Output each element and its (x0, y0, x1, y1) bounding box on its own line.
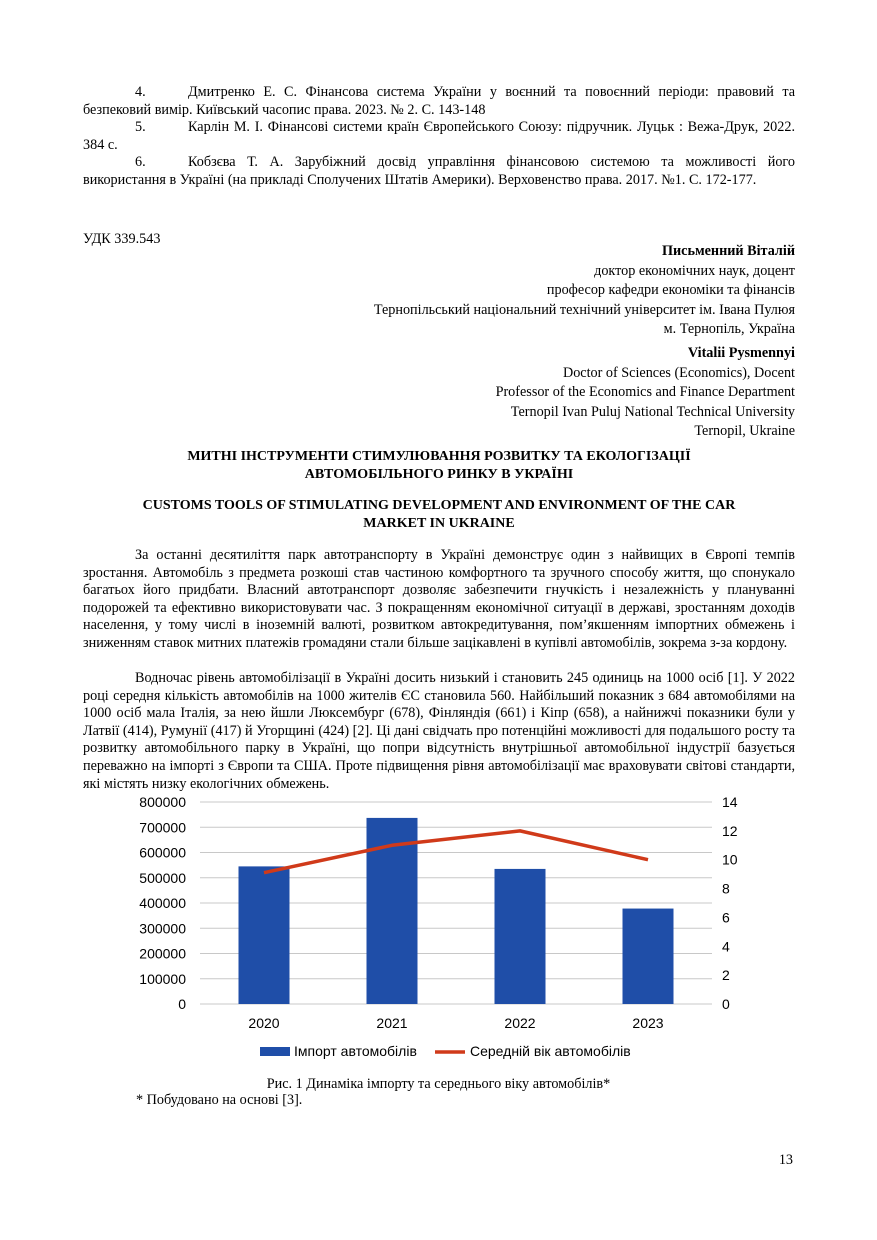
body-paragraph: За останні десятиліття парк автотранспорту в Україні демонструє один з найвищих в Європі темпів зростання. Автомобіль з предмета розкоші став частиною комфортного та зручного способу життя, що спонукало багатьох його придбати. Власний автотранспорт дозволяє забезпечити гнучкість і незалежність у плануванні подорожей та ефективно використовувати час. З покращенням економічної ситуації в державі, зростанням доходів населення, у тому числі в іноземній валюті, розвитком автокредитування, пом’якшенням імпортних обмежень і зниженням ставок митних платежів громадяни стали більше зацікавлені в купівлі автомобілів, зокрема з-за кордону. (83, 547, 795, 651)
article-title-ua: МИТНІ ІНСТРУМЕНТИ СТИМУЛЮВАННЯ РОЗВИТКУ ТА ЕКОЛОГІЗАЦІЇ АВТОМОБІЛЬНОГО РИНКУ В УКРАЇНІ (187, 449, 691, 482)
right-tick-label: 12 (722, 822, 738, 839)
legend-swatch-import (260, 1047, 290, 1056)
author-block-en (496, 344, 795, 442)
figure-source-note: * Побудовано на основі [3]. (136, 1092, 303, 1108)
author-name-ua: Письменний Віталій (661, 243, 795, 259)
left-tick-label: 500000 (139, 869, 186, 886)
left-tick-label: 0 (178, 996, 186, 1012)
category-label: 2022 (504, 1015, 536, 1031)
reference-text: Карлін М. І. Фінансові системи країн Європейського Союзу: підручник. Луцьк : Вежа-Друк, 2022. 384 с. (83, 119, 795, 153)
reference-item: 6. Кобзєва Т. А. Зарубіжний досвід управління фінансовою системою та можливості його використання в Україні (на прикладі Сполучених Штатів Америки). Верховенство права. 2017. №1. С. 172-177. (83, 154, 795, 188)
right-tick-label: 6 (722, 909, 730, 926)
import-age-chart (120, 790, 760, 1070)
category-label: 2021 (376, 1015, 408, 1031)
right-tick-label: 4 (722, 938, 730, 955)
body-paragraph: Водночас рівень автомобілізації в Україні досить низький і становить 245 одиниць на 1000 осіб [1]. У 2022 році середня кількість автомобілів на 1000 жителів ЄС становила 560. Найбільший показник з 684 автомобілями на 1000 осіб мала Італія, за нею йшли Люксембург (678), Фінляндія (661) і Кіпр (658), а найнижчі показники були у Латвії (414), Румунії (417) й Угорщині (424) [2]. Ці дані свідчать про потенційні можливості для подальшого росту та розвитку автомобільного парку в Україні, що попри відсутність внутрішньої автомобільної індустрії базується переважно на імпорті з Європи та США. Проте підвищення рівня автомобілізації має враховувати світові стандарти, які містять низку екологічних обмежень. (83, 670, 795, 792)
legend-label-age: Середній вік автомобілів (470, 1043, 631, 1059)
author-line: Тернопільський національний технічний університет ім. Івана Пулюя (373, 301, 795, 318)
article-title-en: CUSTOMS TOOLS OF STIMULATING DEVELOPMENT AND ENVIRONMENT OF THE CAR MARKET IN UKRAINE (142, 498, 736, 531)
author-line: професор кафедри економіки та фінансів (546, 282, 795, 298)
left-tick-label: 700000 (139, 819, 186, 836)
author-name-en: Vitalii Pysmennyi (687, 345, 795, 361)
bar-import-2023 (623, 909, 674, 1004)
left-tick-label: 200000 (139, 945, 186, 962)
bar-import-2022 (495, 869, 546, 1004)
author-line: доктор економічних наук, доцент (594, 262, 795, 279)
line-average-age (264, 831, 648, 873)
author-line: Doctor of Sciences (Economics), Docent (562, 364, 795, 381)
legend-label-import: Імпорт автомобілів (294, 1043, 417, 1059)
left-tick-label: 400000 (139, 895, 186, 911)
right-tick-label: 2 (722, 967, 730, 984)
left-tick-label: 300000 (139, 920, 186, 937)
category-label: 2020 (248, 1015, 280, 1031)
page-number: 13 (778, 1152, 793, 1168)
left-tick-label: 600000 (139, 844, 186, 861)
author-line: м. Тернопіль, Україна (663, 321, 795, 337)
right-tick-label: 0 (722, 996, 730, 1012)
category-label: 2023 (632, 1015, 664, 1031)
bar-import-2020 (239, 866, 290, 1004)
right-tick-label: 10 (722, 851, 738, 868)
reference-item: 5. Карлін М. І. Фінансові системи країн Європейського Союзу: підручник. Луцьк : Вежа-Друк, 2022. 384 с. (83, 119, 795, 153)
right-tick-label: 14 (722, 794, 738, 810)
author-block-ua (374, 242, 795, 340)
left-tick-label: 100000 (139, 970, 186, 987)
author-line: Ternopil Ivan Puluj National Technical University (510, 403, 795, 420)
reference-item: 4. Дмитренко Е. С. Фінансова система України у воєнний та повоєнний періоди: правовий та безпековий вимір. Київський часопис права. 2023. № 2. С. 143-148 (83, 84, 795, 118)
reference-text: Дмитренко Е. С. Фінансова система України у воєнний та повоєнний періоди: правовий та безпековий вимір. Київський часопис права. 2023. № 2. С. 143-148 (83, 84, 795, 118)
right-tick-label: 8 (722, 880, 730, 897)
author-line: Professor of the Economics and Finance Department (495, 384, 795, 400)
udk-code: УДК 339.543 (83, 231, 161, 247)
figure-caption: Рис. 1 Динаміка імпорту та середнього віку автомобілів* (266, 1076, 611, 1092)
left-tick-label: 800000 (139, 794, 186, 810)
author-line: Ternopil, Ukraine (694, 423, 795, 439)
reference-text: Кобзєва Т. А. Зарубіжний досвід управління фінансовою системою та можливості його використання в Україні (на прикладі Сполучених Штатів Америки). Верховенство права. 2017. №1. С. 172-177. (83, 154, 795, 188)
